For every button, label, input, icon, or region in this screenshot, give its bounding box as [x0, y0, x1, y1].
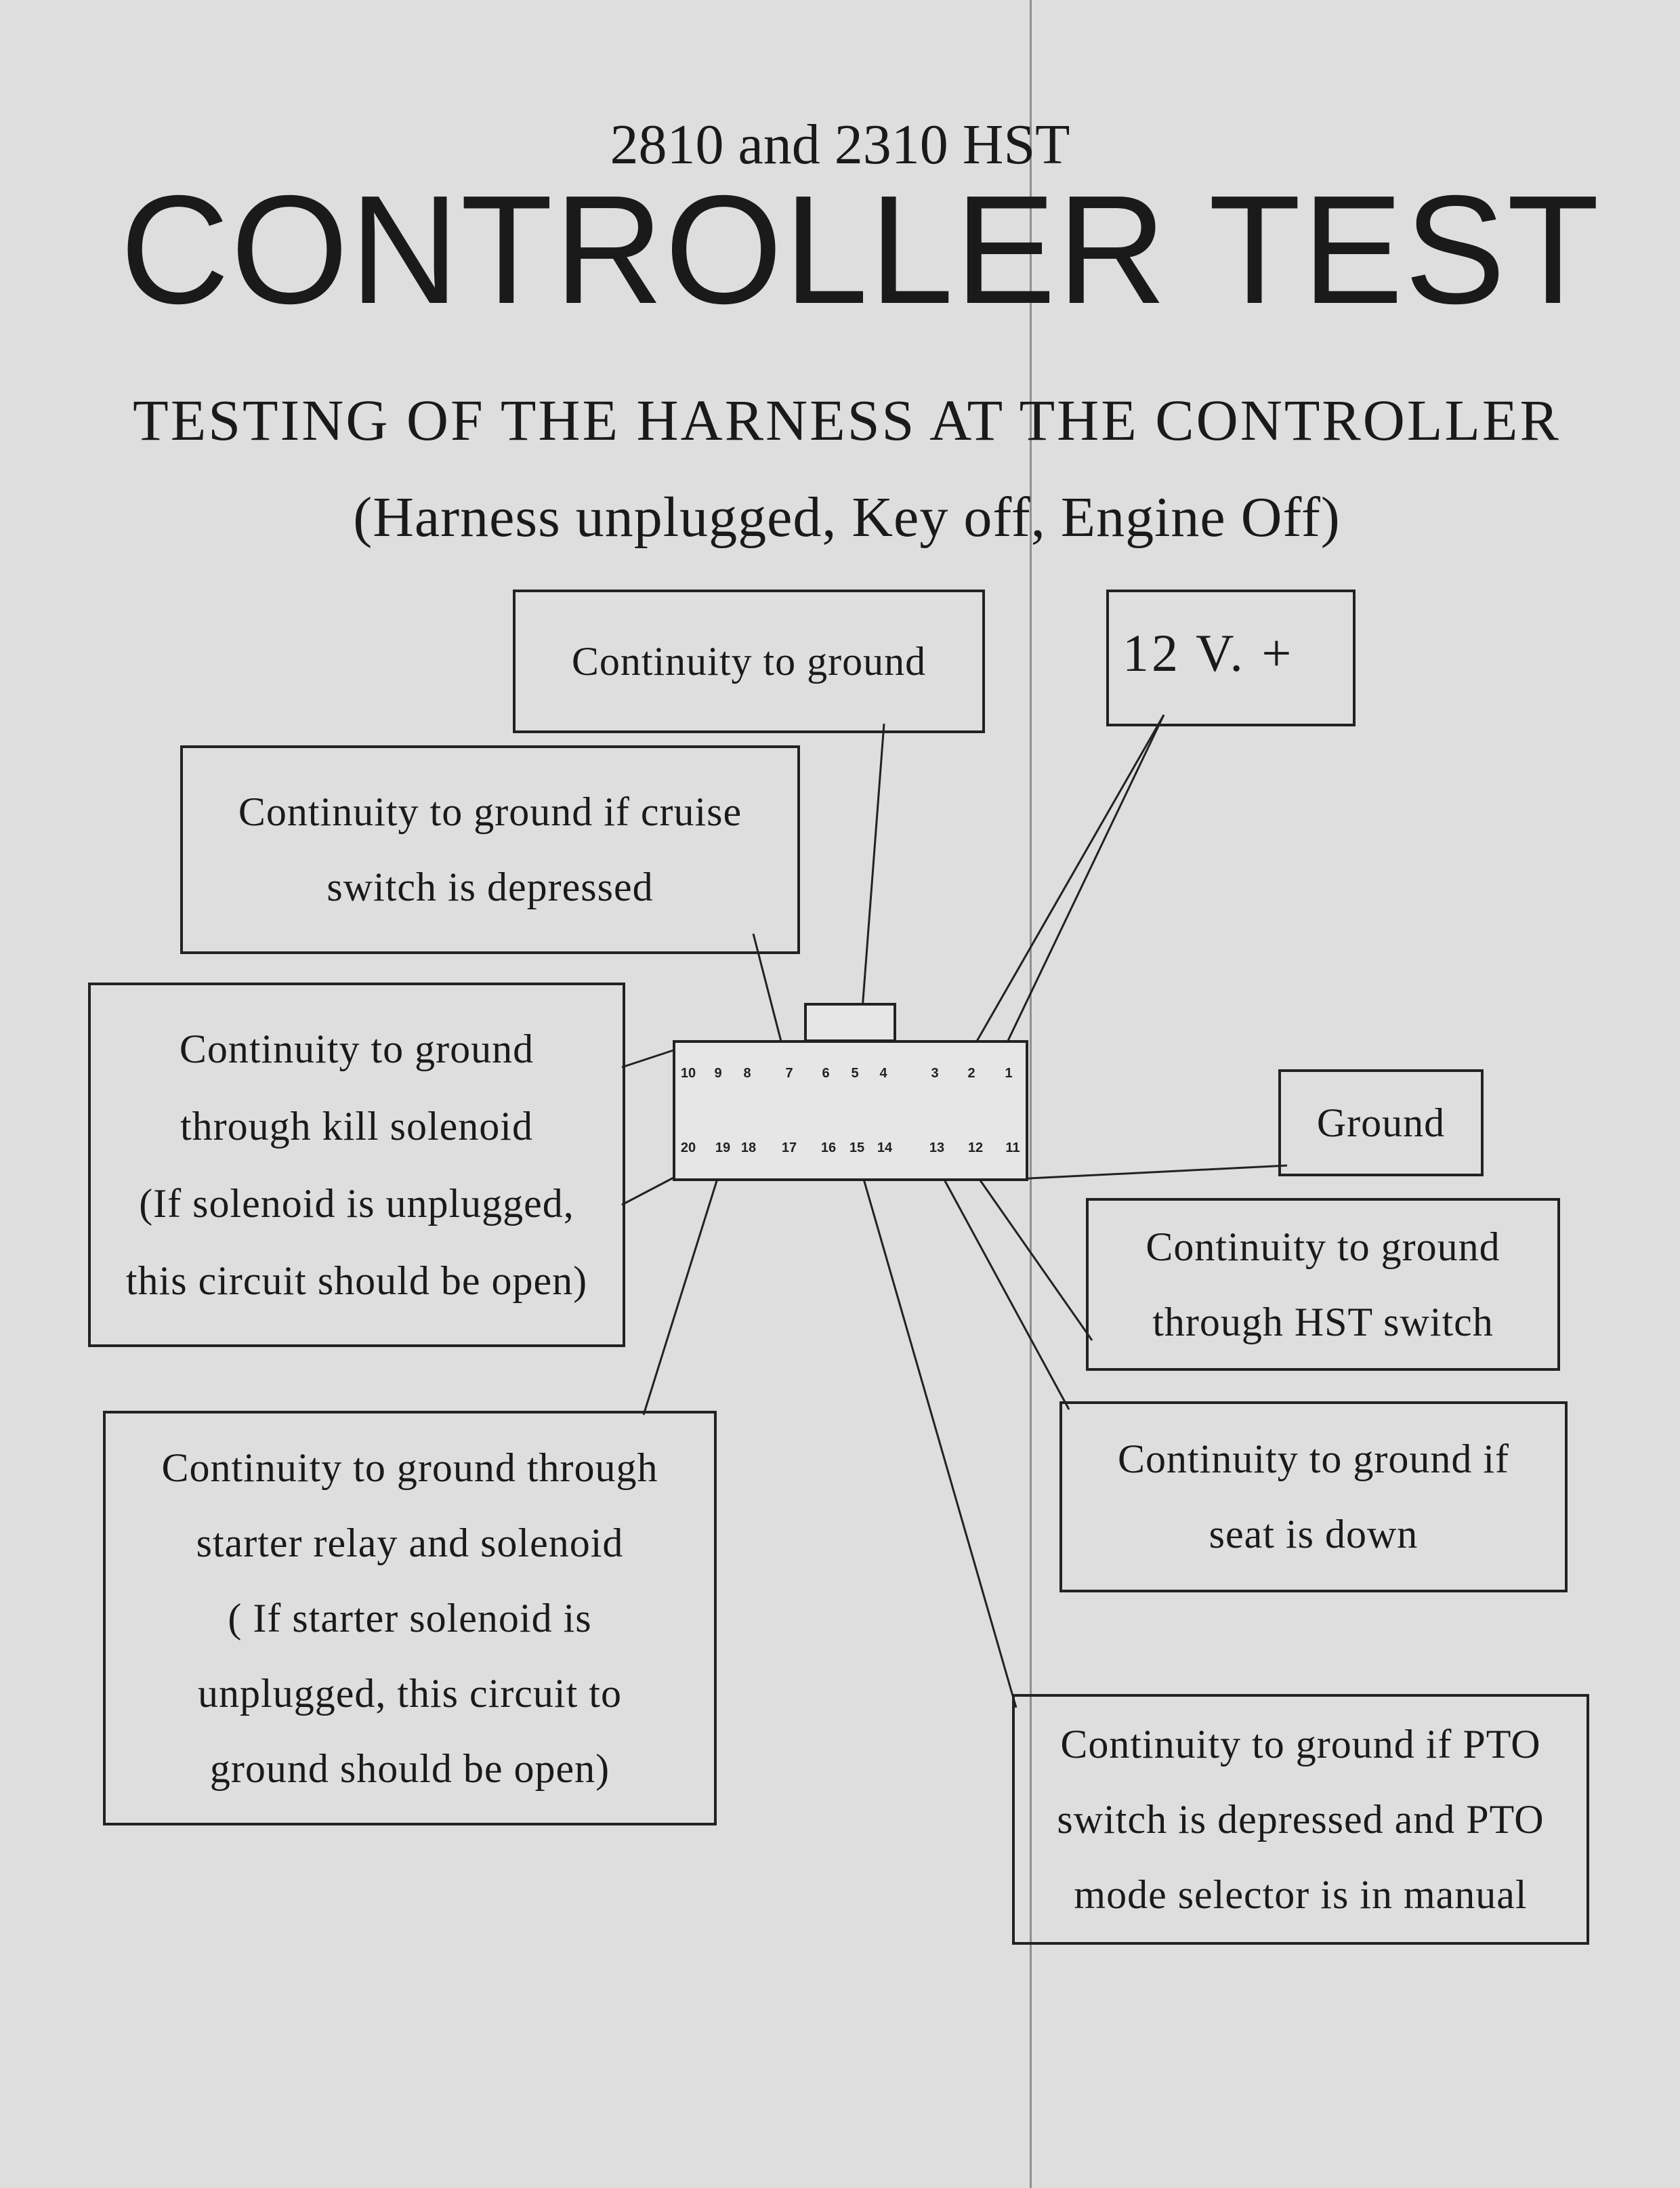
callout-cruise-switch: Continuity to ground if cruise switch is depressed: [180, 745, 800, 954]
page-title: CONTROLLER TEST: [120, 164, 1601, 336]
pin-19-label: 19: [715, 1140, 731, 1155]
pin-10-label: 10: [680, 1066, 696, 1081]
pin-1-label: 1: [1005, 1066, 1013, 1081]
callout-ground: Ground: [1278, 1069, 1484, 1176]
pin-17-label: 17: [781, 1140, 797, 1155]
leader-ground: [1016, 1165, 1287, 1179]
leader-12v-pin2: [975, 715, 1164, 1044]
pin-6-label: 6: [822, 1066, 830, 1081]
pin-2-label: 2: [967, 1066, 975, 1081]
callout-12-volt-positive: 12 V. +: [1106, 590, 1356, 726]
pin-9-label: 9: [714, 1066, 722, 1081]
pin-4-label: 4: [879, 1066, 887, 1081]
callout-pto-switch: Continuity to ground if PTO switch is depressed and PTO mode selector is in manual: [1012, 1694, 1589, 1945]
leader-12v-pin1: [1006, 715, 1164, 1045]
leader-hst-switch: [975, 1174, 1092, 1340]
pin-16-label: 16: [820, 1140, 837, 1155]
pin-11-label: 11: [1005, 1140, 1020, 1155]
pin-8-label: 8: [743, 1066, 751, 1081]
leader-starter-relay: [644, 1172, 719, 1415]
callout-starter-relay: Continuity to ground through starter relay and solenoid ( If starter solenoid is unplugged, this circuit to ground should be open): [103, 1411, 717, 1825]
pin-20-label: 20: [680, 1140, 696, 1155]
callout-seat-down: Continuity to ground if seat is down: [1059, 1401, 1568, 1592]
leader-pto-switch: [862, 1172, 1016, 1708]
pin-12-label: 12: [967, 1140, 984, 1155]
test-conditions: (Harness unplugged, Key off, Engine Off): [353, 486, 1341, 549]
pin-7-label: 7: [785, 1066, 793, 1081]
pin-5-label: 5: [851, 1066, 859, 1081]
connector-latch: [804, 1003, 896, 1042]
leader-kill-solenoid-bottom: [622, 1176, 677, 1205]
pin-13-label: 13: [929, 1140, 945, 1155]
leader-kill-solenoid-top: [622, 1049, 677, 1067]
model-line: 2810 and 2310 HST: [610, 113, 1070, 176]
pin-14-label: 14: [877, 1140, 893, 1155]
callout-continuity-to-ground: Continuity to ground: [513, 590, 985, 733]
callout-kill-solenoid: Continuity to ground through kill solenoid (If solenoid is unplugged, this circuit should be open): [88, 983, 625, 1347]
leader-seat-down: [940, 1172, 1069, 1409]
pin-18-label: 18: [740, 1140, 757, 1155]
controller-harness-connector: [673, 1040, 1028, 1181]
pin-15-label: 15: [849, 1140, 865, 1155]
pin-3-label: 3: [931, 1066, 939, 1081]
callout-hst-switch: Continuity to ground through HST switch: [1086, 1198, 1560, 1371]
section-heading: TESTING OF THE HARNESS AT THE CONTROLLER: [133, 388, 1561, 453]
